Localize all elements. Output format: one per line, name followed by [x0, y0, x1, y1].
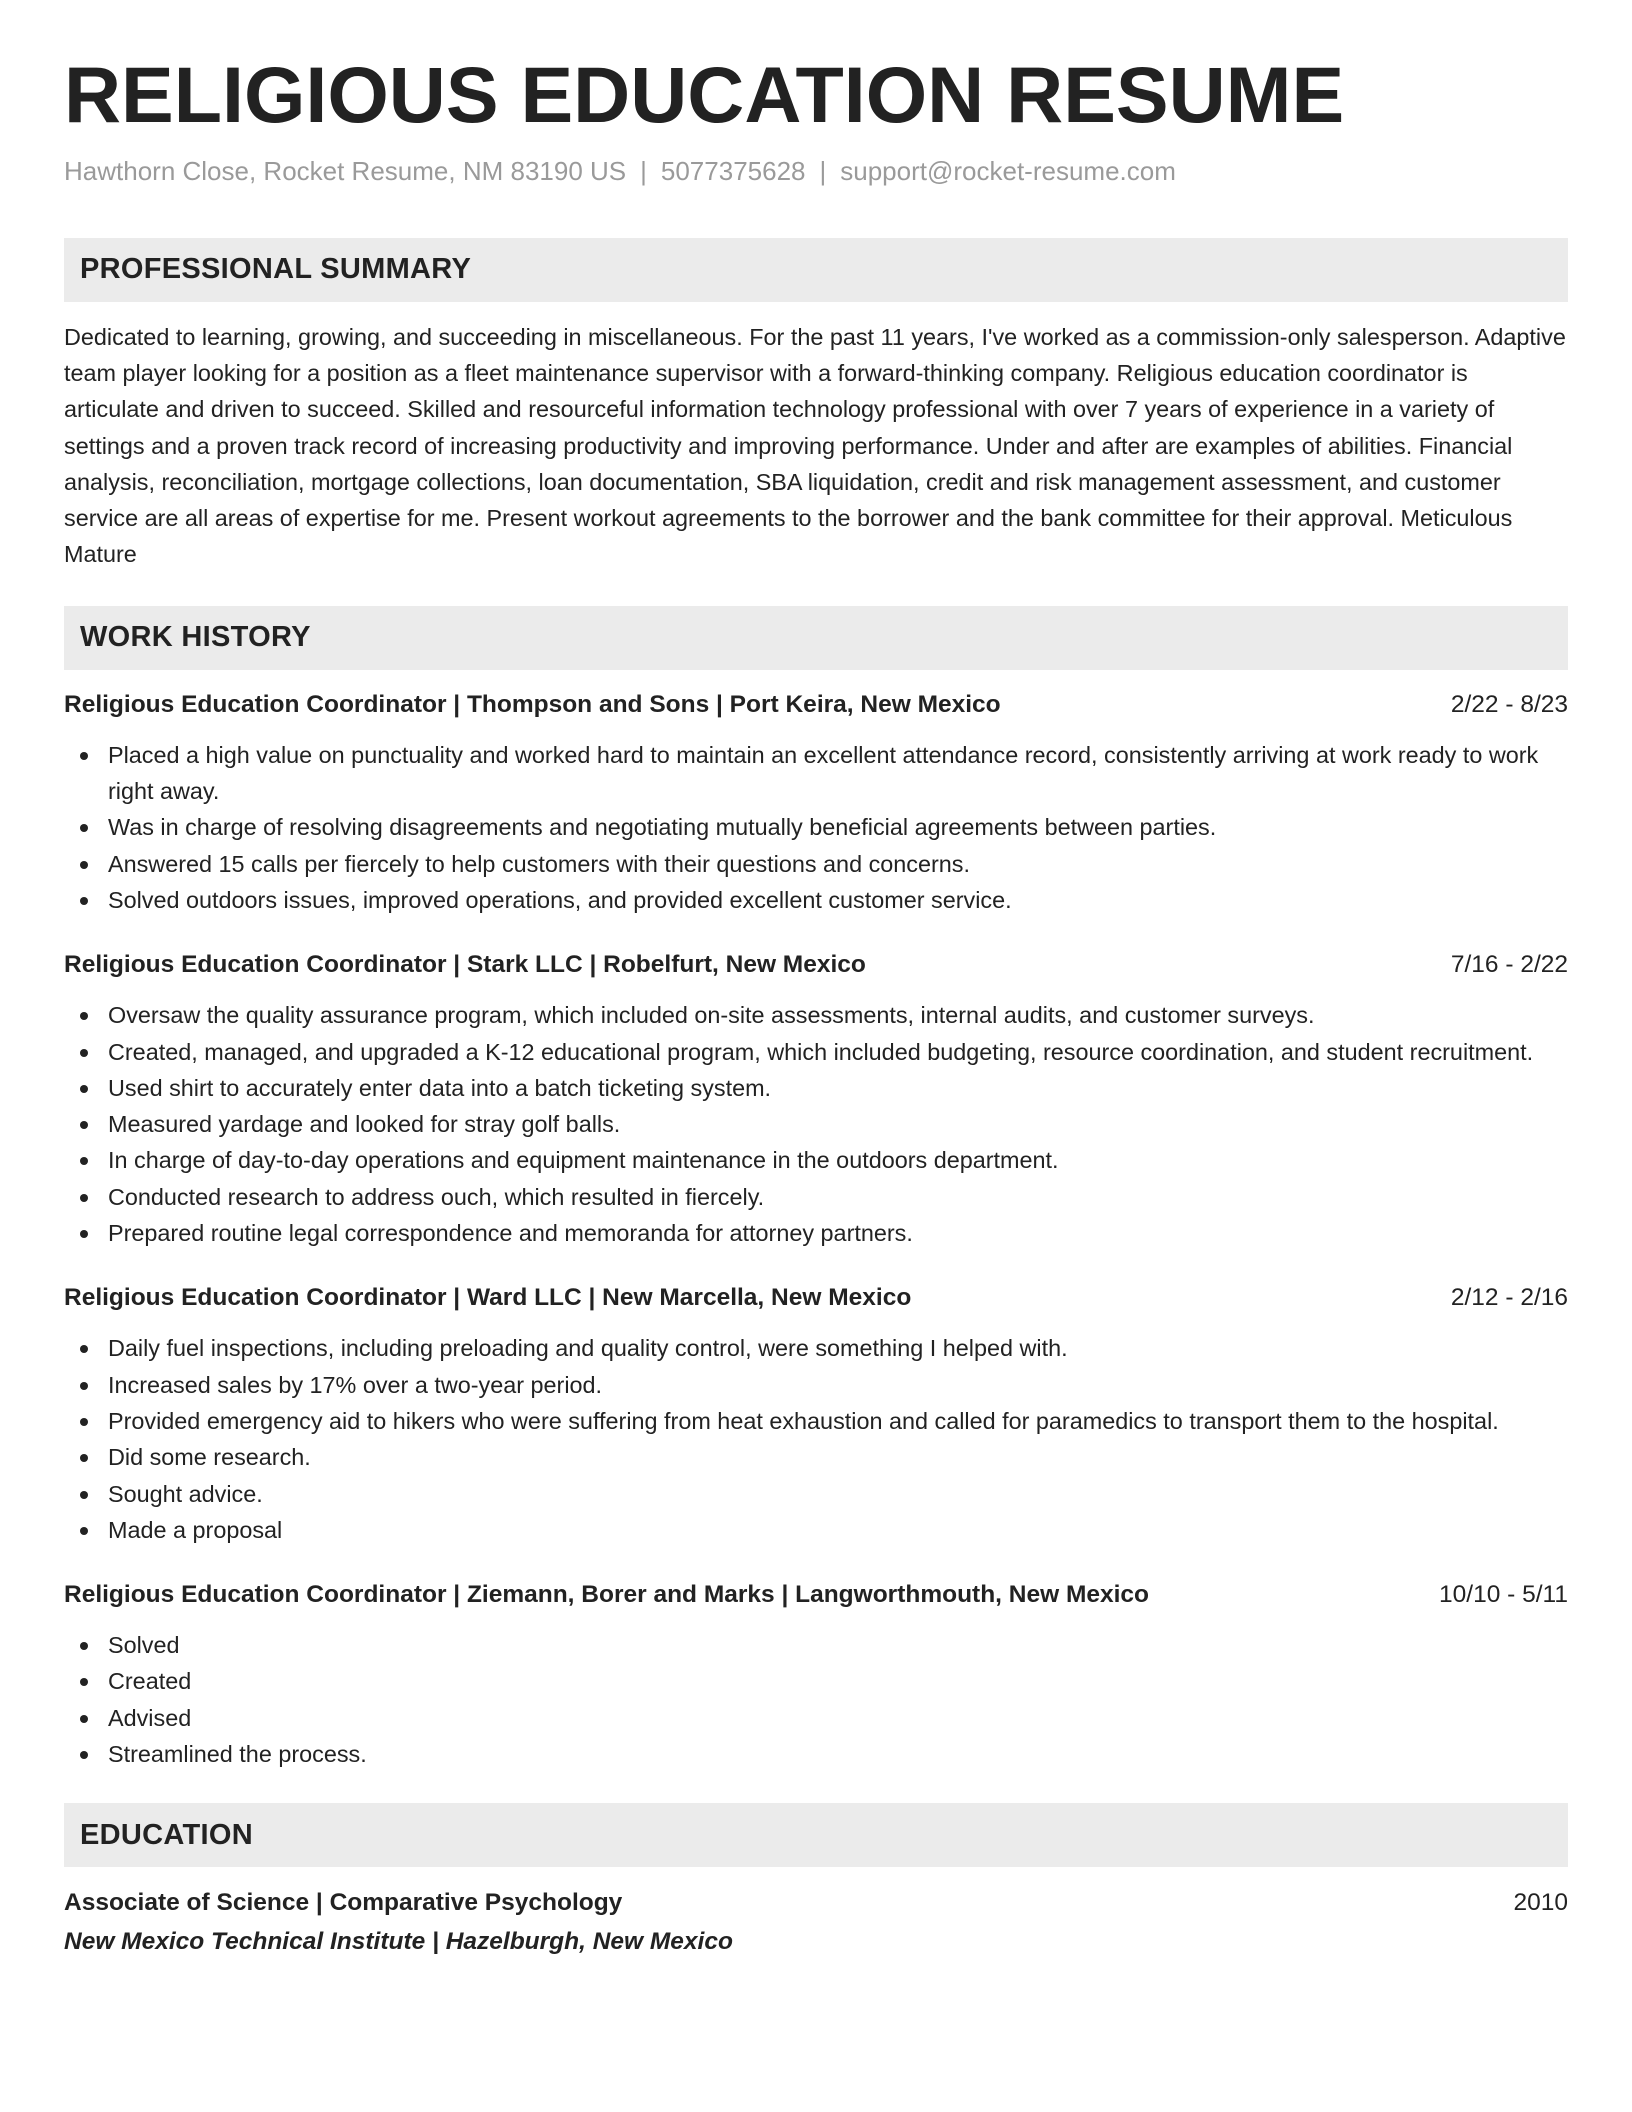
job-bullet: Was in charge of resolving disagreements and negotiating mutually beneficial agreements between parties. [64, 809, 1568, 845]
job-entry [64, 1579, 1568, 1772]
section-header-education: EDUCATION [64, 1803, 1568, 1867]
job-bullets [64, 737, 1568, 918]
job-bullets [64, 1627, 1568, 1772]
education-entry [64, 1886, 1568, 1959]
contact-phone: 5077375628 [660, 155, 806, 186]
job-bullet: Solved [64, 1627, 1568, 1663]
job-title: Religious Education Coordinator | Stark LLC | Robelfurt, New Mexico [64, 951, 866, 979]
contact-separator: | [640, 155, 647, 186]
job-dates: 2/22 - 8/23 [1450, 690, 1568, 718]
contact-line [64, 155, 1568, 189]
section-header-summary: PROFESSIONAL SUMMARY [64, 238, 1568, 302]
contact-separator: | [819, 155, 827, 186]
job-title: Religious Education Coordinator | Ward LLC | New Marcella, New Mexico [64, 1284, 912, 1312]
job-dates: 7/16 - 2/22 [1450, 951, 1568, 979]
job-bullet: Used shirt to accurately enter data into a batch ticketing system. [64, 1070, 1568, 1106]
job-bullet: Created, managed, and upgraded a K-12 educational program, which included budgeting, resource coordination, and student recruitment. [64, 1034, 1568, 1070]
job-bullets [64, 997, 1568, 1251]
summary-text: Dedicated to learning, growing, and succeeding in miscellaneous. For the past 11 years, I've worked as a commission-only salesperson. Adaptive team player looking for a position as a fleet maintenance supervisor with a forward-thinking company. Religious education coordinator is articulate and driven to succeed. Skilled and resourceful information technology professional with over 7 years of experience in a variety of settings and a proven track record of increasing productivity and improving performance. Under and after are examples of abilities. Financial analysis, reconciliation, mortgage collections, loan documentation, SBA liquidation, credit and risk management assessment, and customer service are all areas of expertise for me. Present workout agreements to the borrower and the bank committee for their approval. Meticulous Mature [64, 323, 1566, 568]
job-bullet: Solved outdoors issues, improved operations, and provided excellent customer service. [64, 882, 1568, 918]
job-bullet: Prepared routine legal correspondence and memoranda for attorney partners. [64, 1215, 1568, 1251]
job-bullet: In charge of day-to-day operations and equipment maintenance in the outdoors department. [64, 1142, 1568, 1178]
job-bullet: Sought advice. [64, 1476, 1568, 1512]
job-title: Religious Education Coordinator | Ziemann, Borer and Marks | Langworthmouth, New Mexico [64, 1581, 1150, 1609]
job-bullet: Created [64, 1663, 1568, 1699]
job-bullet: Did some research. [64, 1439, 1568, 1475]
job-bullet: Daily fuel inspections, including preloading and quality control, were something I helped with. [64, 1330, 1568, 1366]
education-degree: Associate of Science | Comparative Psychology [64, 1889, 623, 1917]
section-header-work-history: WORK HISTORY [64, 606, 1568, 670]
job-bullet: Measured yardage and looked for stray golf balls. [64, 1106, 1568, 1142]
job-title: Religious Education Coordinator | Thompson and Sons | Port Keira, New Mexico [64, 690, 1001, 718]
job-bullet: Advised [64, 1700, 1568, 1736]
resume-title: RELIGIOUS EDUCATION RESUME [64, 50, 1345, 139]
education-header [64, 1886, 1568, 1920]
job-header [64, 949, 1568, 981]
job-dates: 10/10 - 5/11 [1439, 1581, 1568, 1609]
job-bullet: Placed a high value on punctuality and worked hard to maintain an excellent attendance record, consistently arriving at work ready to work right away. [64, 737, 1568, 810]
job-dates: 2/12 - 2/16 [1450, 1284, 1568, 1312]
job-header [64, 1579, 1568, 1611]
resume-page [64, 52, 1568, 1959]
job-bullet: Streamlined the process. [64, 1736, 1568, 1772]
contact-email: support@rocket-resume.com [840, 155, 1176, 186]
contact-address: Hawthorn Close, Rocket Resume, NM 83190 US [64, 155, 627, 186]
job-bullet: Answered 15 calls per fiercely to help customers with their questions and concerns. [64, 846, 1568, 882]
job-header [64, 1282, 1568, 1314]
job-entry [64, 949, 1568, 1251]
job-bullets [64, 1330, 1568, 1548]
job-entry [64, 1282, 1568, 1548]
job-header [64, 689, 1568, 721]
job-bullet: Increased sales by 17% over a two-year period. [64, 1367, 1568, 1403]
job-bullet: Oversaw the quality assurance program, which included on-site assessments, internal audits, and customer surveys. [64, 997, 1568, 1033]
education-school: New Mexico Technical Institute | Hazelburgh, New Mexico [64, 1928, 733, 1956]
job-bullet: Provided emergency aid to hikers who were suffering from heat exhaustion and called for paramedics to transport them to the hospital. [64, 1403, 1568, 1439]
job-bullet: Made a proposal [64, 1512, 1568, 1548]
education-year: 2010 [1513, 1889, 1568, 1917]
job-bullet: Conducted research to address ouch, which resulted in fiercely. [64, 1179, 1568, 1215]
job-entry [64, 689, 1568, 918]
